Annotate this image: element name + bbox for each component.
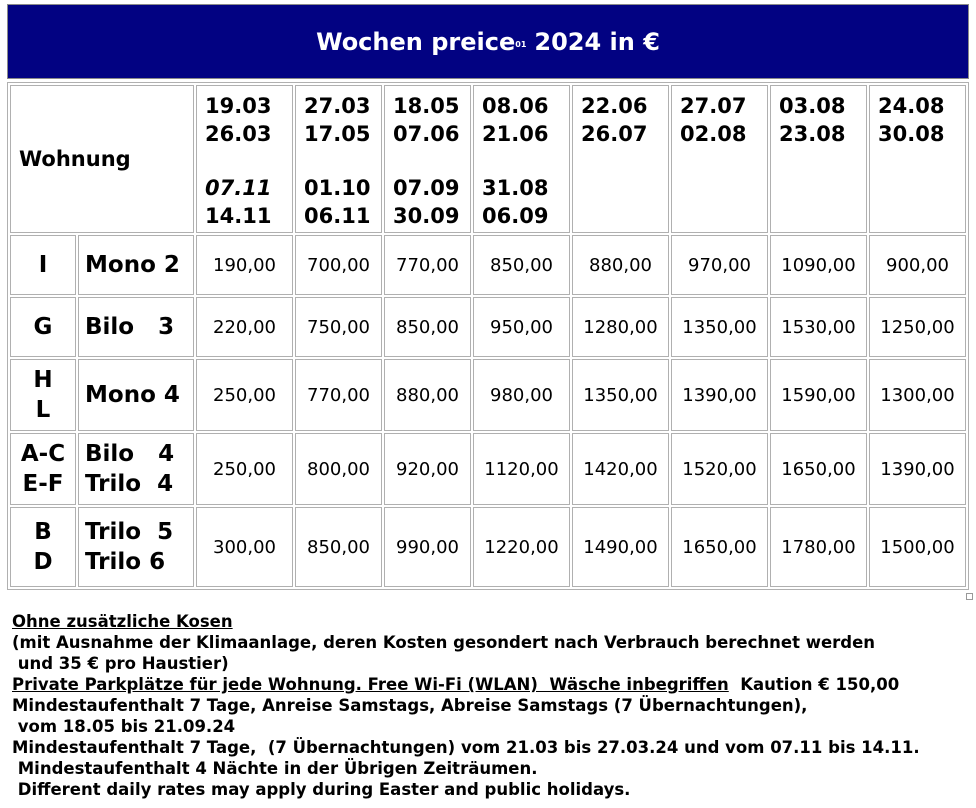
apartment-code — [10, 359, 76, 431]
price-cell: 850,00 — [384, 297, 471, 357]
price-cell: 1590,00 — [770, 359, 867, 431]
period-gap — [304, 148, 381, 174]
period-date: 27.07 — [680, 94, 747, 118]
period-date — [205, 174, 292, 202]
price-cell: 1420,00 — [572, 433, 669, 505]
period-gap — [779, 148, 866, 174]
price-cell: 770,00 — [295, 359, 382, 431]
period-header — [770, 85, 867, 233]
code-line: I — [38, 252, 48, 278]
period-header — [295, 85, 382, 233]
apartment-type — [78, 235, 194, 295]
note-line-9: Different daily rates may apply during Easter and public holidays. — [12, 780, 631, 799]
code-line: E-F — [22, 471, 64, 497]
note-line-5: Mindestaufenthalt 7 Tage, Anreise Samstags, Abreise Samstags (7 Übernachtungen), — [12, 696, 808, 715]
notes — [12, 611, 976, 800]
period-header — [473, 85, 570, 233]
apt-line: Trilo 5 — [85, 519, 174, 545]
period-gap — [878, 148, 965, 174]
price-cell: 880,00 — [572, 235, 669, 295]
code-line: G — [33, 314, 53, 340]
period-header — [572, 85, 669, 233]
apt-line: Bilo 3 — [85, 314, 175, 340]
title-subscript: 01 — [515, 40, 527, 49]
note-line-3: und 35 € pro Haustier) — [12, 654, 229, 673]
apt-line: Trilo 6 — [85, 549, 166, 575]
note-line-4-rest: Kaution € 150,00 — [728, 675, 900, 694]
period-date: 18.05 — [393, 94, 460, 118]
note-line-4-underlined: Private Parkplätze für jede Wohnung. Free Wi-Fi (WLAN) Wäsche inbegriffen — [12, 675, 729, 694]
price-cell: 880,00 — [384, 359, 471, 431]
price-cell: 850,00 — [473, 235, 570, 295]
price-cell: 1650,00 — [770, 433, 867, 505]
price-cell: 220,00 — [196, 297, 293, 357]
title-main-b: 2024 in € — [534, 27, 660, 56]
apartment-type — [78, 297, 194, 357]
price-cell: 1300,00 — [869, 359, 966, 431]
price-cell: 1250,00 — [869, 297, 966, 357]
price-cell: 990,00 — [384, 507, 471, 587]
period-gap — [680, 148, 767, 174]
apartment-type — [78, 433, 194, 505]
header-wohnung: Wohnung — [10, 85, 194, 233]
table-row — [10, 297, 966, 357]
period-date: 06.11 — [304, 204, 371, 228]
price-cell: 1350,00 — [671, 297, 768, 357]
apt-line: Mono 2 — [85, 252, 180, 278]
price-cell: 1490,00 — [572, 507, 669, 587]
price-cell: 800,00 — [295, 433, 382, 505]
period-date: 01.10 — [304, 176, 371, 200]
period-date: 26.07 — [581, 122, 648, 146]
period-header — [671, 85, 768, 233]
period-date: 17.05 — [304, 122, 371, 146]
price-cell: 1220,00 — [473, 507, 570, 587]
price-cell: 1350,00 — [572, 359, 669, 431]
period-date: 23.08 — [779, 122, 846, 146]
price-cell: 1530,00 — [770, 297, 867, 357]
period-gap — [393, 148, 470, 174]
period-date: 19.03 — [205, 94, 272, 118]
period-gap — [482, 148, 569, 174]
period-date-italic: 07.11 — [205, 176, 272, 200]
apt-line: Mono 4 — [85, 382, 180, 408]
period-date: 03.08 — [779, 94, 846, 118]
table-row — [10, 433, 966, 505]
price-table-body — [10, 85, 966, 587]
period-date: 08.06 — [482, 94, 549, 118]
period-gap — [205, 148, 292, 174]
apartment-type — [78, 359, 194, 431]
apartment-code — [10, 433, 76, 505]
period-date: 31.08 — [482, 176, 549, 200]
note-line-1: Ohne zusätzliche Kosen — [12, 612, 233, 631]
header-row — [10, 85, 966, 233]
note-line-7: Mindestaufenthalt 7 Tage, (7 Übernachtungen) vom 21.03 bis 27.03.24 und vom 07.11 bis 14.11. — [12, 738, 920, 757]
period-date: 07.06 — [393, 122, 460, 146]
period-date: 02.08 — [680, 122, 747, 146]
apt-line: Bilo 4 — [85, 441, 175, 467]
price-cell: 300,00 — [196, 507, 293, 587]
price-cell: 980,00 — [473, 359, 570, 431]
period-date: 22.06 — [581, 94, 648, 118]
period-date: 27.03 — [304, 94, 371, 118]
note-line-2: (mit Ausnahme der Klimaanlage, deren Kosten gesondert nach Verbrauch berechnet werden — [12, 633, 876, 652]
table-row — [10, 359, 966, 431]
price-cell: 1390,00 — [671, 359, 768, 431]
price-cell: 1280,00 — [572, 297, 669, 357]
table-row — [10, 507, 966, 587]
note-line-4 — [12, 674, 976, 695]
apartment-type — [78, 507, 194, 587]
price-cell: 750,00 — [295, 297, 382, 357]
code-line: L — [35, 397, 51, 423]
period-date: 06.09 — [482, 204, 549, 228]
title-main-a: Wochen preice — [316, 27, 516, 56]
note-line-8: Mindestaufenthalt 4 Nächte in der Übrigen Zeiträumen. — [12, 759, 538, 778]
price-cell: 1090,00 — [770, 235, 867, 295]
price-cell: 850,00 — [295, 507, 382, 587]
period-date: 24.08 — [878, 94, 945, 118]
period-date: 07.09 — [393, 176, 460, 200]
table-corner-handle — [966, 593, 973, 600]
price-cell: 190,00 — [196, 235, 293, 295]
code-line: A-C — [20, 441, 66, 467]
apartment-code — [10, 507, 76, 587]
price-cell: 250,00 — [196, 359, 293, 431]
price-cell: 950,00 — [473, 297, 570, 357]
price-cell: 1120,00 — [473, 433, 570, 505]
period-header — [384, 85, 471, 233]
price-cell: 1780,00 — [770, 507, 867, 587]
title-bar — [7, 4, 969, 79]
price-cell: 1500,00 — [869, 507, 966, 587]
price-cell: 1390,00 — [869, 433, 966, 505]
price-cell: 900,00 — [869, 235, 966, 295]
price-cell: 920,00 — [384, 433, 471, 505]
period-header — [869, 85, 966, 233]
price-cell: 970,00 — [671, 235, 768, 295]
price-cell: 770,00 — [384, 235, 471, 295]
period-date: 14.11 — [205, 204, 272, 228]
period-date: 26.03 — [205, 122, 272, 146]
period-date: 21.06 — [482, 122, 549, 146]
code-line: D — [33, 549, 53, 575]
period-date: 30.08 — [878, 122, 945, 146]
price-cell: 1650,00 — [671, 507, 768, 587]
period-header — [196, 85, 293, 233]
code-line: H — [33, 367, 53, 393]
apartment-code — [10, 297, 76, 357]
apt-line: Trilo 4 — [85, 471, 174, 497]
note-line-6: vom 18.05 bis 21.09.24 — [12, 717, 236, 736]
price-table — [7, 82, 969, 590]
period-date: 30.09 — [393, 204, 460, 228]
price-cell: 250,00 — [196, 433, 293, 505]
price-cell: 700,00 — [295, 235, 382, 295]
code-line: B — [34, 519, 52, 545]
price-cell: 1520,00 — [671, 433, 768, 505]
apartment-code — [10, 235, 76, 295]
period-gap — [581, 148, 668, 174]
table-row — [10, 235, 966, 295]
